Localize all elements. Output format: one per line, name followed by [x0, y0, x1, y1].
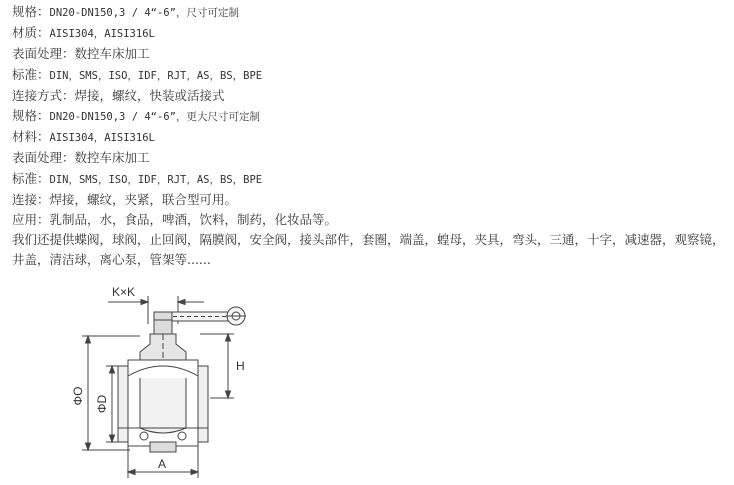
spec-line-application: [12, 210, 727, 230]
spec-label: 标准：: [12, 170, 50, 186]
spec-label: 规格：: [12, 4, 50, 19]
od-arrowhead-top: [86, 336, 91, 343]
valve-technical-drawing: [0, 278, 320, 483]
spec-line-surface: [12, 44, 727, 64]
flange-left: [118, 366, 128, 442]
spec-label: 表面处理：: [12, 46, 75, 62]
dim-label-kxk: K×K: [112, 285, 136, 299]
d-arrowhead-top: [110, 366, 115, 373]
spec-line-material-2: [12, 127, 727, 148]
valve-drawing-svg: [0, 278, 320, 483]
spec-line-size: [12, 2, 727, 23]
spec-value: 数控车床加工: [74, 150, 150, 166]
spec-line-connection-2: [12, 190, 727, 210]
spec-value: AISI304，AISI316L: [49, 28, 155, 41]
dim-label-d: ΦD: [95, 394, 109, 414]
spec-line-standard-2: [12, 169, 727, 190]
dim-label-od: ΦO: [71, 386, 85, 406]
spec-label: 应用：: [12, 212, 50, 228]
a-arrowhead-left: [128, 470, 135, 475]
kxk-arrowhead-right: [178, 300, 185, 305]
d-arrowhead-bottom: [110, 435, 115, 442]
bottom-bolt: [150, 442, 176, 452]
valve-disc: [140, 378, 186, 433]
spec-label: 表面处理：: [12, 150, 75, 166]
spec-value: 数控车床加工: [74, 46, 150, 62]
dim-label-a: A: [158, 457, 167, 471]
spec-value: 乳制品，水，食品，啤酒，饮料，制药，化妆品等。: [49, 212, 338, 228]
od-arrowhead-bottom: [86, 443, 91, 450]
spec-value: DN20-DN150,3 / 4“-6”，尺寸可定制: [49, 7, 239, 19]
h-arrowhead-bottom: [226, 391, 231, 398]
kxk-arrowhead-left: [141, 300, 148, 305]
spec-value: 焊接，螺纹，夹紧，联合型可用。: [49, 191, 238, 207]
stem-head: [154, 312, 172, 334]
spec-label: 材料：: [12, 129, 50, 145]
spec-label: 连接方式：: [12, 87, 75, 103]
spec-line-size-2: [12, 106, 727, 127]
spec-list: [12, 2, 727, 271]
spec-label: 连接：: [12, 191, 50, 207]
spec-line-surface-2: [12, 148, 727, 168]
spec-line-material: [12, 23, 727, 44]
dim-label-h: H: [236, 359, 245, 373]
spec-line-connection: [12, 86, 727, 106]
spec-value: DN20-DN150,3 / 4“-6”，更大尺寸可定制: [49, 111, 260, 124]
flange-right: [198, 366, 208, 442]
spec-label: 规格：: [12, 108, 50, 124]
spec-label: 标准：: [12, 66, 50, 82]
spec-value: DIN，SMS，ISO，IDF，RJT，AS，BS，BPE: [49, 69, 263, 82]
related-products-text: 我们还提供蝶阀，球阀，止回阀，隔膜阀，安全阀，接头部件，套圈，端盖，蝗母，夹具，弯头，三通，十字，减速器，观察镜，井盖，清洁球，离心泵，管架等......: [12, 232, 725, 268]
spec-value: DIN，SMS，ISO，IDF，RJT，AS，BS，BPE: [49, 173, 263, 186]
spec-label: 材质：: [12, 25, 50, 41]
a-arrowhead-right: [191, 470, 198, 475]
h-arrowhead-top: [226, 334, 231, 341]
spec-line-standard: [12, 65, 727, 86]
spec-value: AISI304，AISI316L: [49, 132, 155, 145]
spec-value: 焊接，螺纹，快装或活接式: [74, 87, 225, 103]
